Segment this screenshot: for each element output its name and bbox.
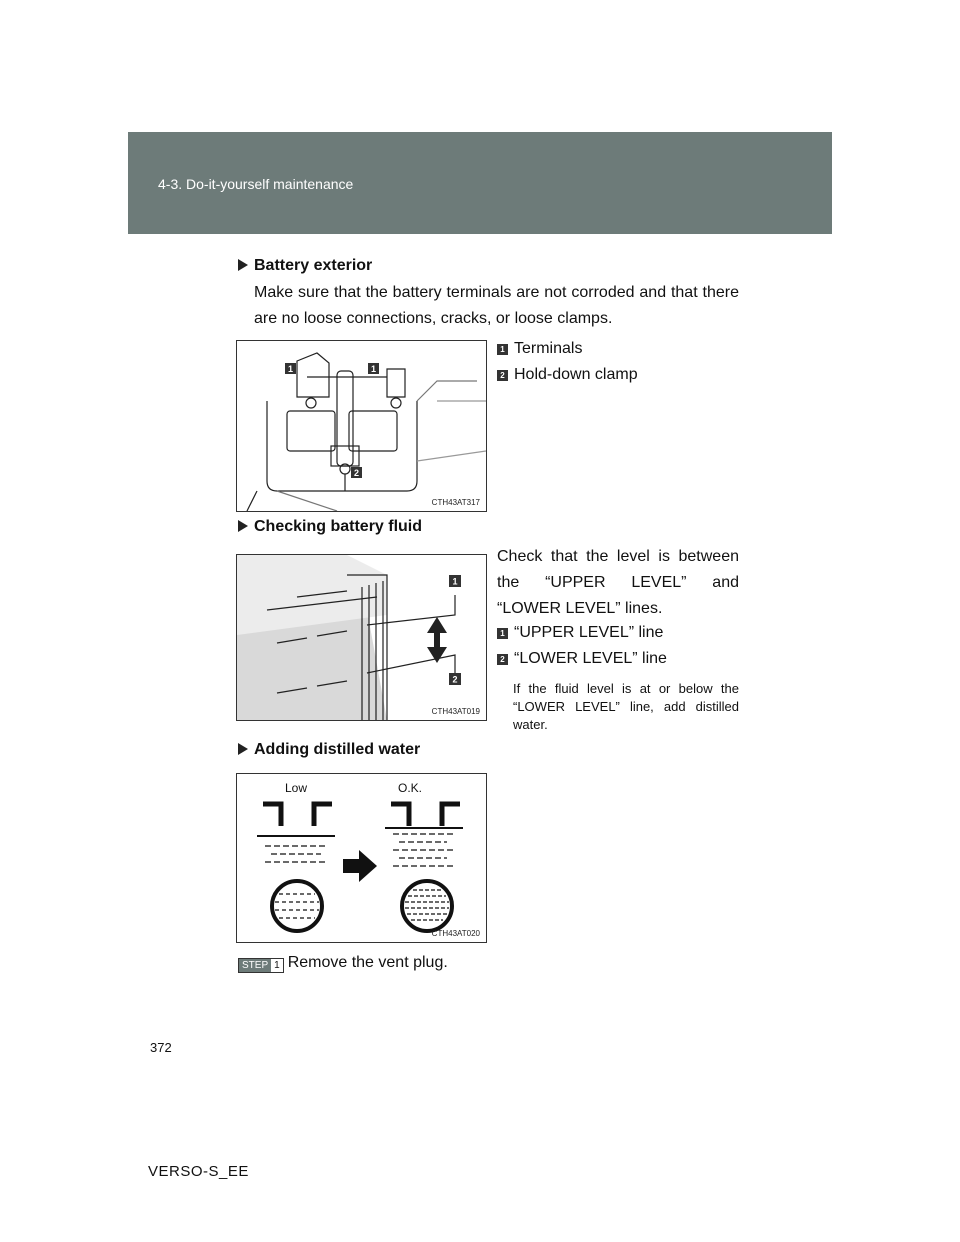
distilled-water-illustration	[237, 774, 486, 942]
section-title: 4-3. Do-it-yourself maintenance	[158, 176, 354, 192]
legend-battery-fluid	[497, 620, 667, 672]
model-code: VERSO-S_EE	[148, 1163, 249, 1180]
figure-code: CTH43AT020	[431, 929, 480, 938]
label-low: Low	[285, 781, 308, 795]
heading-checking-battery-fluid: Checking battery fluid	[238, 518, 422, 536]
triangle-bullet-icon	[238, 743, 248, 755]
callout-1-right	[368, 363, 379, 374]
callout-1-left	[285, 363, 296, 374]
svg-text:2: 2	[353, 468, 360, 478]
vent-plug-ok	[402, 881, 452, 931]
legend-item: 1 Terminals	[497, 336, 638, 362]
triangle-bullet-icon	[238, 520, 248, 532]
svg-text:1: 1	[370, 364, 377, 374]
number-badge: 2	[497, 370, 508, 381]
battery-fluid-illustration	[237, 555, 486, 720]
legend-item: 1 “UPPER LEVEL” line	[497, 620, 667, 646]
heading-battery-exterior: Battery exterior	[238, 257, 372, 275]
callout-2	[449, 673, 461, 685]
callout-1	[449, 575, 461, 587]
number-badge: 1	[497, 628, 508, 639]
heading-adding-distilled-water: Adding distilled water	[238, 741, 420, 759]
step-text: Remove the vent plug.	[287, 954, 448, 971]
figure-code: CTH43AT317	[431, 498, 480, 507]
figure-battery-terminals	[236, 340, 487, 512]
triangle-bullet-icon	[238, 259, 248, 271]
page-number: 372	[150, 1040, 172, 1055]
number-badge: 1	[497, 344, 508, 355]
callout-2	[351, 467, 362, 478]
step-1	[238, 954, 448, 973]
legend-item: 2 “LOWER LEVEL” line	[497, 646, 667, 672]
section-header-band	[128, 132, 832, 234]
vent-plug-low	[272, 881, 322, 931]
battery-terminals-illustration	[237, 341, 486, 511]
svg-text:1: 1	[452, 576, 458, 587]
number-badge: 2	[497, 654, 508, 665]
legend-battery-exterior	[497, 336, 638, 388]
figure-distilled-water	[236, 773, 487, 943]
battery-fluid-text: Check that the level is between the “UPPER LEVEL” and “LOWER LEVEL” lines.	[497, 548, 739, 617]
figure-battery-fluid-level	[236, 554, 487, 721]
step-badge: STEP 1	[238, 958, 284, 973]
legend-item: 2 Hold-down clamp	[497, 362, 638, 388]
label-ok: O.K.	[398, 781, 423, 795]
fluid-note: If the fluid level is at or below the “LOWER LEVEL” line, add distilled water.	[513, 681, 739, 732]
svg-text:2: 2	[452, 674, 458, 685]
figure-code: CTH43AT019	[431, 707, 480, 716]
battery-exterior-text: Make sure that the battery terminals are not corroded and that there are no loose connections, cracks, or loose clamps.	[254, 284, 739, 327]
svg-text:1: 1	[287, 364, 294, 374]
